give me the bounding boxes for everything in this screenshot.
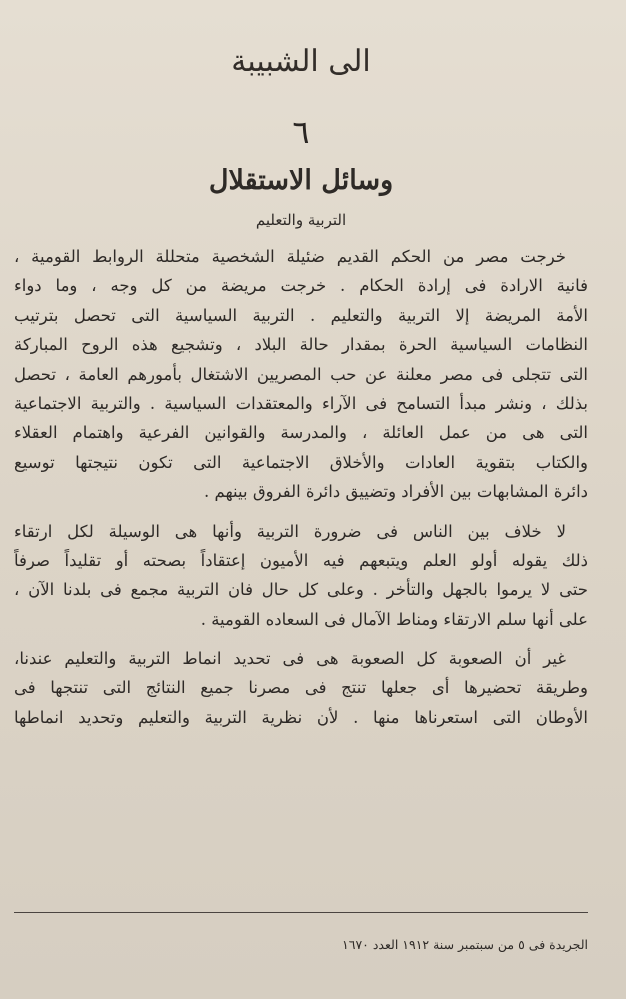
text-line: غير أن الصعوبة كل الصعوبة هى فى تحديد انماط التربية والتعليم عندنا، xyxy=(14,649,566,669)
paragraph-2 xyxy=(14,517,588,635)
text-line: التى هى من عمل العائلة ، والمدرسة والقوانين الفرعية واهتمام العقلاء xyxy=(14,423,588,443)
text-line: حتى لا يرموا بالجهل والتأخر . وعلى كل حال فان التربية مجمع فى بلدنا الآن ، xyxy=(14,580,588,600)
paragraph-gap xyxy=(14,634,588,644)
paragraph-gap xyxy=(14,507,588,517)
chapter-subtitle: التربية والتعليم xyxy=(255,211,347,229)
chapter-number: ٦ xyxy=(292,113,310,151)
footnote: الجريدة فى ٥ من سبتمبر سنة ١٩١٢ العدد ١٦٧٠ xyxy=(342,937,588,952)
footnote-divider xyxy=(14,912,588,913)
text-line: والكتاب بتقوية العادات والأخلاق الاجتماعية التى تكون نتيجتها توسيع xyxy=(14,452,588,472)
text-line: الأوطان التى استعرناها منها . لأن نظرية التربية والتعليم وتحديد انماطها xyxy=(14,707,588,727)
running-head: الى الشبيبة xyxy=(231,44,371,79)
text-line: الأمة المريضة إلا التربية والتعليم . التربية السياسية التى تحصل بترتيب xyxy=(14,305,588,325)
text-line: ذلك يقوله أولو العلم ويتبعهم فيه الأميون إعتقاداً بصحته أو تقليداً صرفاً xyxy=(14,550,588,570)
paragraph-3 xyxy=(14,644,588,732)
text-line: وطريقة تحضيرها أى جعلها تنتج فى مصرنا جميع النتائج التى تنتجها فى xyxy=(14,678,588,698)
text-line: دائرة المشابهات بين الأفراد وتضييق دائرة الفروق بينهم . xyxy=(203,482,588,502)
text-line: فانية الارادة فى إرادة الحكام . خرجت مريضة من كل وجه ، وما دواء xyxy=(14,276,588,296)
paragraph-1 xyxy=(14,242,588,507)
text-line: بذلك ، ونشر مبدأ التسامح فى الآراء والمعتقدات السياسية . والتربية الاجتماعية xyxy=(14,393,588,413)
chapter-title: وسائل الاستقلال xyxy=(208,165,394,196)
text-line: على أنها سلم الارتقاء ومناط الآمال فى السعاده القومية . xyxy=(200,609,588,629)
text-line: خرجت مصر من الحكم القديم ضئيلة الشخصية متحللة الروابط القومية ، xyxy=(14,247,566,266)
body-text xyxy=(14,242,588,732)
text-line: لا خلاف بين الناس فى ضرورة التربية وأنها هى الوسيلة لكل ارتقاء xyxy=(14,521,566,541)
text-line: النظامات السياسية الحرة بمقدار حالة البلاد ، وتشجيع هذه الروح المباركة xyxy=(14,335,588,355)
text-line: التى تتجلى فى مصر معلنة عن حب المصريين الاشتغال بأمورهم العامة ، تحصل xyxy=(14,364,588,384)
